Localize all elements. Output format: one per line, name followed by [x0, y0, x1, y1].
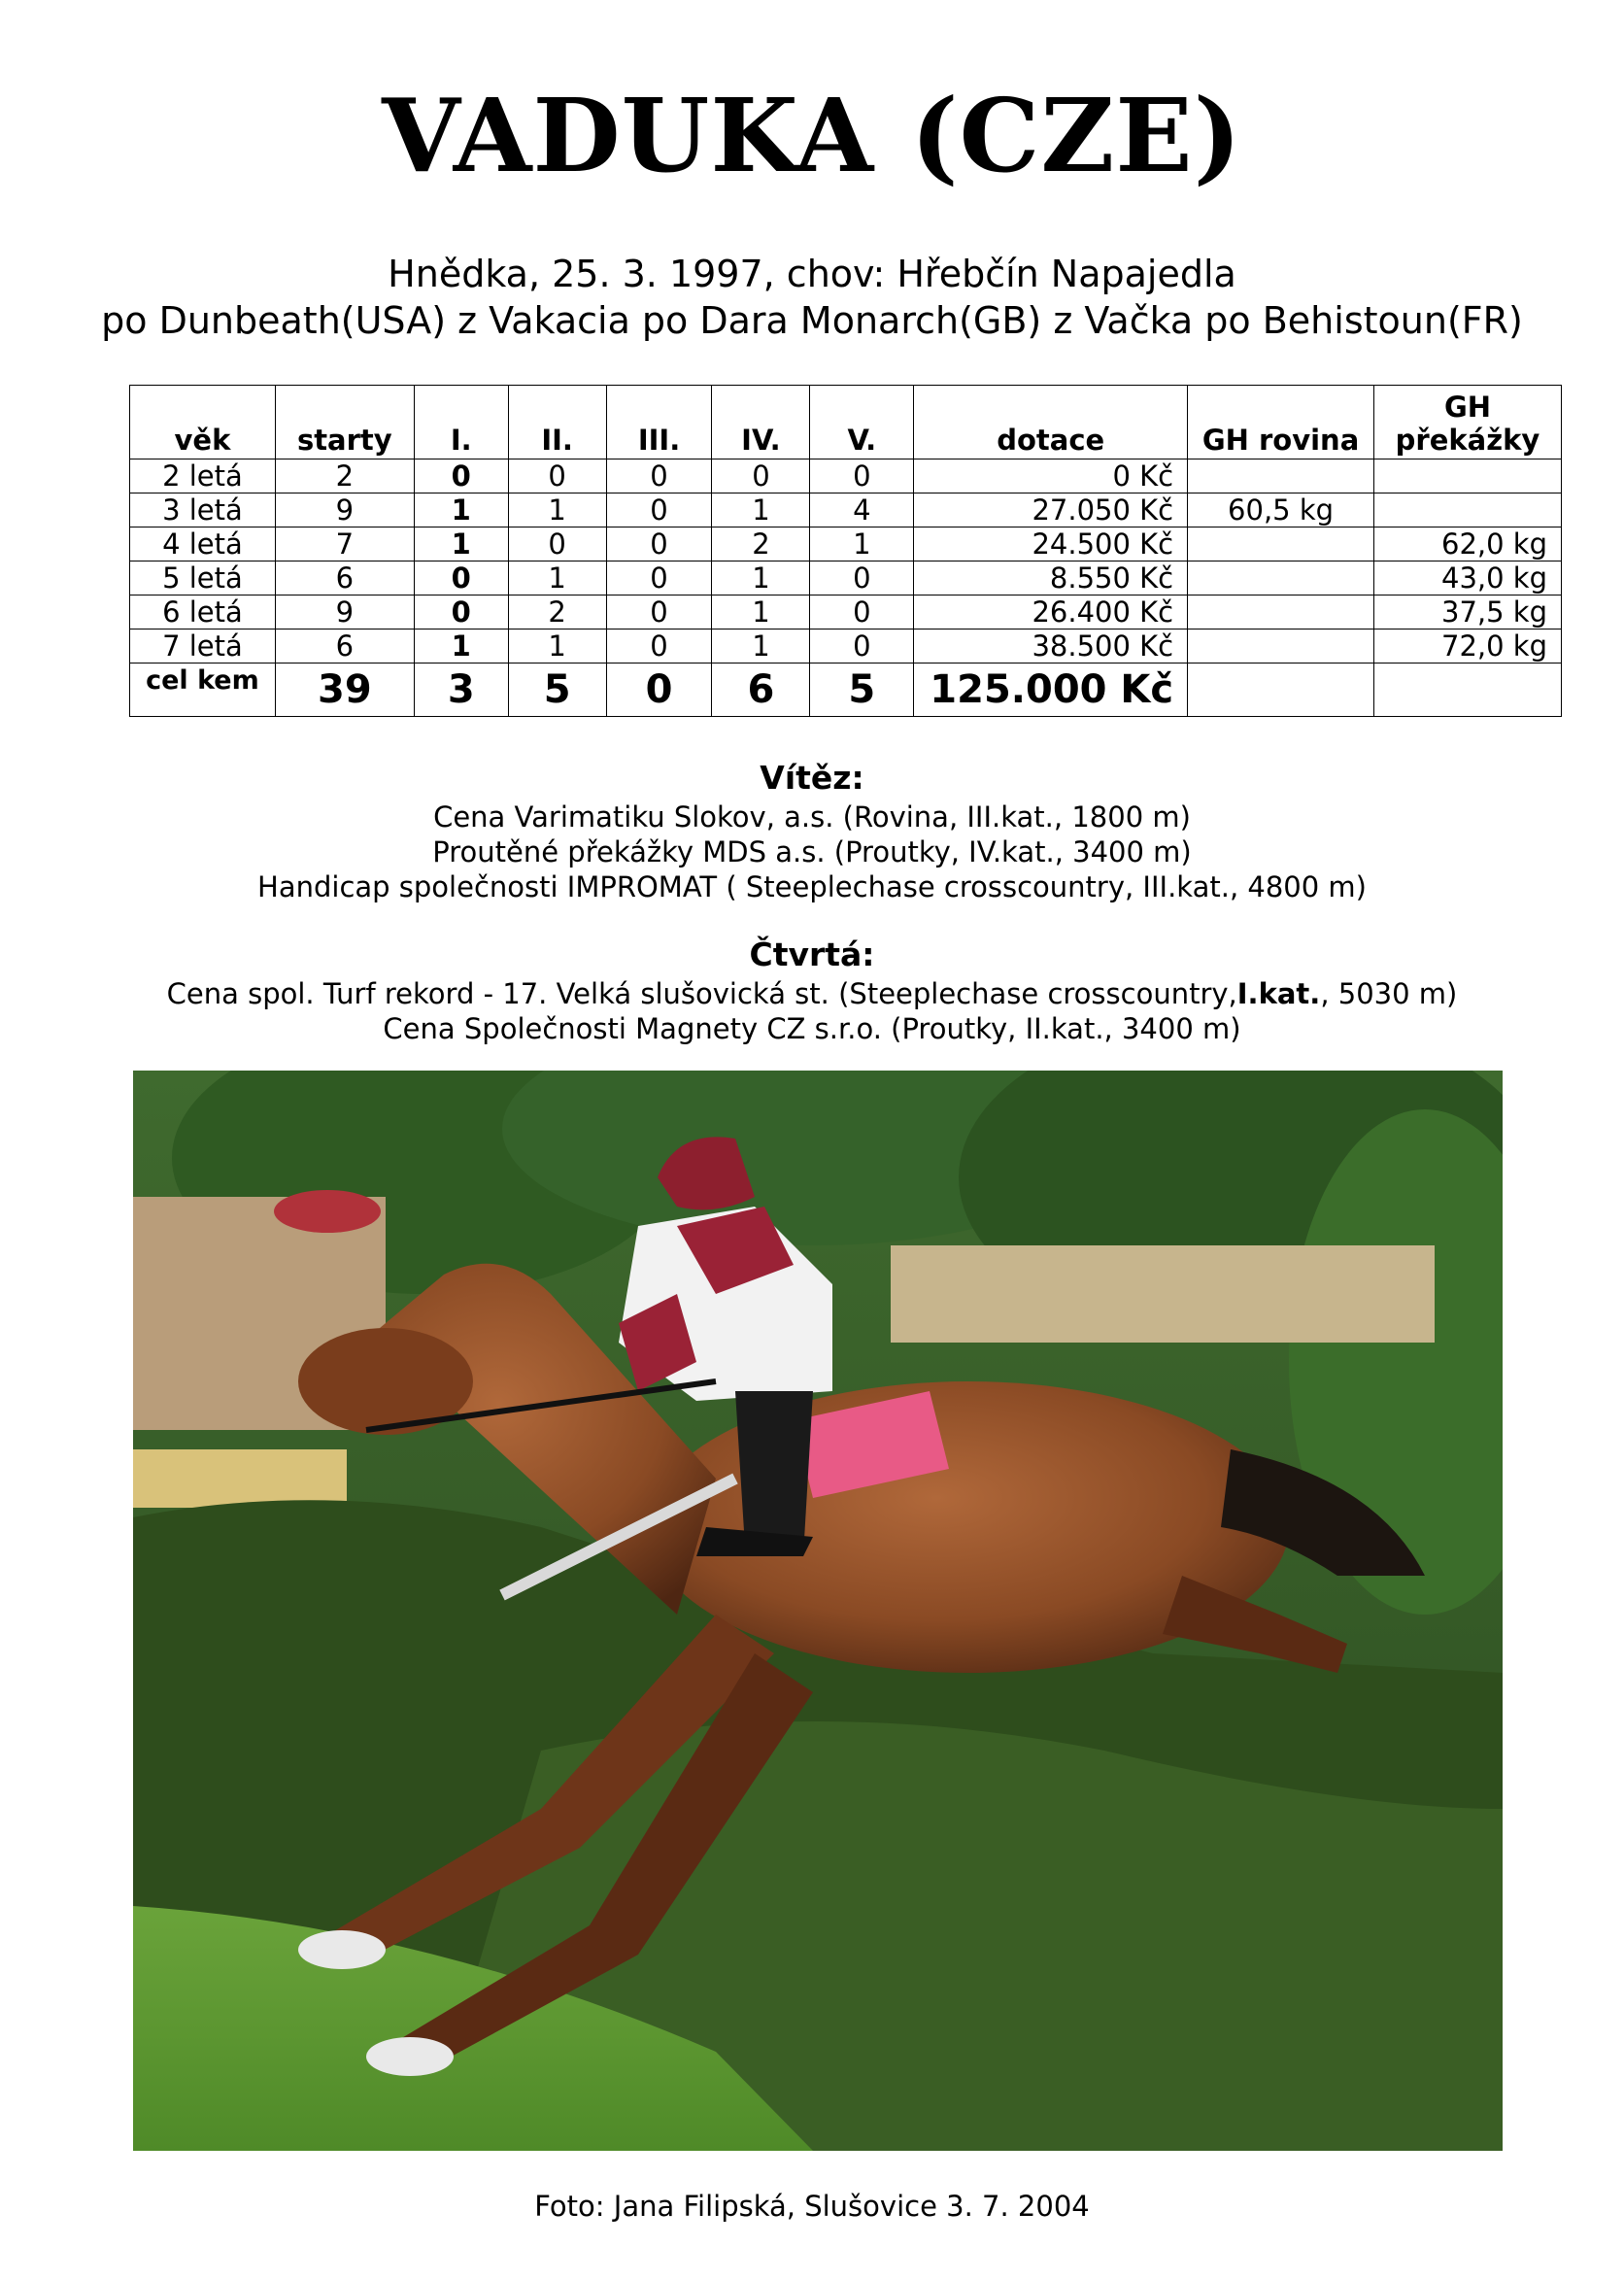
table-cell: 7 letá	[130, 630, 276, 664]
table-cell	[1188, 561, 1374, 596]
table-cell: 0	[414, 459, 508, 493]
fourth-place-section	[0, 938, 1624, 1046]
table-cell: 0 Kč	[914, 459, 1188, 493]
table-row	[130, 527, 1562, 561]
table-cell: 9	[275, 596, 414, 630]
total-cell	[1373, 664, 1561, 717]
winner-race: Proutěné překážky MDS a.s. (Proutky, IV.kat., 3400 m)	[432, 835, 1192, 868]
total-cell: 6	[712, 664, 810, 717]
table-cell: 0	[508, 459, 606, 493]
photo-caption: Foto: Jana Filipská, Slušovice 3. 7. 2004	[534, 2190, 1090, 2223]
table-cell: 0	[810, 561, 914, 596]
table-cell: 1	[712, 561, 810, 596]
table-cell: 0	[606, 630, 712, 664]
table-cell: 5 letá	[130, 561, 276, 596]
horse-info: Hnědka, 25. 3. 1997, chov: Hřebčín Napajedla	[388, 253, 1236, 295]
total-cell: 0	[606, 664, 712, 717]
total-cell: cel kem	[130, 664, 276, 717]
table-cell: 0	[712, 459, 810, 493]
table-cell: 2	[275, 459, 414, 493]
table-cell	[1188, 596, 1374, 630]
table-row	[130, 561, 1562, 596]
table-cell: 0	[606, 527, 712, 561]
table-cell: 6 letá	[130, 596, 276, 630]
table-cell: 1	[810, 527, 914, 561]
header-cell: IV.	[712, 386, 810, 459]
career-stats-table	[129, 385, 1562, 717]
table-cell: 0	[414, 561, 508, 596]
table-cell: 0	[414, 596, 508, 630]
table-cell: 27.050 Kč	[914, 493, 1188, 527]
header-cell: dotace	[914, 386, 1188, 459]
fourth-heading: Čtvrtá:	[749, 936, 875, 973]
total-cell: 5	[810, 664, 914, 717]
table-cell: 0	[508, 527, 606, 561]
table-cell: 1	[712, 630, 810, 664]
table-cell: 1	[508, 493, 606, 527]
table-cell: 1	[414, 630, 508, 664]
table-cell: 7	[275, 527, 414, 561]
table-cell: 0	[606, 561, 712, 596]
header-cell: věk	[130, 386, 276, 459]
header-cell: GH překážky	[1373, 386, 1561, 459]
table-cell: 0	[810, 596, 914, 630]
total-cell: 39	[275, 664, 414, 717]
table-cell: 0	[810, 630, 914, 664]
document-title: VADUKA (CZE)	[382, 76, 1242, 195]
total-cell: 125.000 Kč	[914, 664, 1188, 717]
table-cell: 1	[712, 493, 810, 527]
total-cell	[1188, 664, 1374, 717]
fourth-race: Cena Společnosti Magnety CZ s.r.o. (Proutky, II.kat., 3400 m)	[383, 1012, 1241, 1045]
pedigree: po Dunbeath(USA) z Vakacia po Dara Monarch(GB) z Vačka po Behistoun(FR)	[101, 299, 1523, 342]
table-cell: 0	[606, 459, 712, 493]
fourth-race-text: , 5030 m)	[1320, 977, 1458, 1010]
table-row	[130, 459, 1562, 493]
table-row	[130, 630, 1562, 664]
winner-race: Handicap společnosti IMPROMAT ( Steeplechase crosscountry, III.kat., 4800 m)	[257, 870, 1367, 903]
total-cell: 3	[414, 664, 508, 717]
table-cell: 43,0 kg	[1373, 561, 1561, 596]
fourth-race-category: I.kat.	[1236, 977, 1321, 1010]
table-cell	[1373, 493, 1561, 527]
winner-section	[0, 759, 1624, 904]
header-cell: I.	[414, 386, 508, 459]
winner-heading: Vítěz:	[760, 759, 864, 797]
table-cell: 24.500 Kč	[914, 527, 1188, 561]
fourth-race	[0, 976, 1624, 1011]
table-cell: 2	[712, 527, 810, 561]
header-cell: GH rovina	[1188, 386, 1374, 459]
table-cell: 1	[414, 527, 508, 561]
table-cell: 9	[275, 493, 414, 527]
table-cell: 62,0 kg	[1373, 527, 1561, 561]
header-cell: starty	[275, 386, 414, 459]
table-cell	[1188, 630, 1374, 664]
table-cell: 0	[810, 459, 914, 493]
header-cell: III.	[606, 386, 712, 459]
winner-race: Cena Varimatiku Slokov, a.s. (Rovina, III.kat., 1800 m)	[433, 800, 1191, 834]
header-cell: V.	[810, 386, 914, 459]
table-cell: 26.400 Kč	[914, 596, 1188, 630]
steeplechase-photo	[133, 1071, 1503, 2151]
table-cell: 1	[508, 630, 606, 664]
table-row	[130, 493, 1562, 527]
table-cell: 60,5 kg	[1188, 493, 1374, 527]
table-cell: 8.550 Kč	[914, 561, 1188, 596]
table-cell: 2 letá	[130, 459, 276, 493]
table-cell: 1	[508, 561, 606, 596]
table-cell: 1	[712, 596, 810, 630]
table-cell: 0	[606, 596, 712, 630]
table-cell: 37,5 kg	[1373, 596, 1561, 630]
table-cell: 1	[414, 493, 508, 527]
total-cell: 5	[508, 664, 606, 717]
table-total-row	[130, 664, 1562, 717]
table-cell: 6	[275, 630, 414, 664]
table-cell: 72,0 kg	[1373, 630, 1561, 664]
table-cell: 4	[810, 493, 914, 527]
table-cell	[1188, 527, 1374, 561]
table-cell: 2	[508, 596, 606, 630]
table-cell	[1188, 459, 1374, 493]
header-cell: II.	[508, 386, 606, 459]
fourth-race-text: Cena spol. Turf rekord - 17. Velká slušovická st. (Steeplechase crosscountry,	[166, 977, 1237, 1010]
table-header-row	[130, 386, 1562, 459]
table-cell: 0	[606, 493, 712, 527]
table-cell: 4 letá	[130, 527, 276, 561]
table-cell: 3 letá	[130, 493, 276, 527]
table-cell	[1373, 459, 1561, 493]
table-cell: 38.500 Kč	[914, 630, 1188, 664]
table-cell: 6	[275, 561, 414, 596]
table-row	[130, 596, 1562, 630]
